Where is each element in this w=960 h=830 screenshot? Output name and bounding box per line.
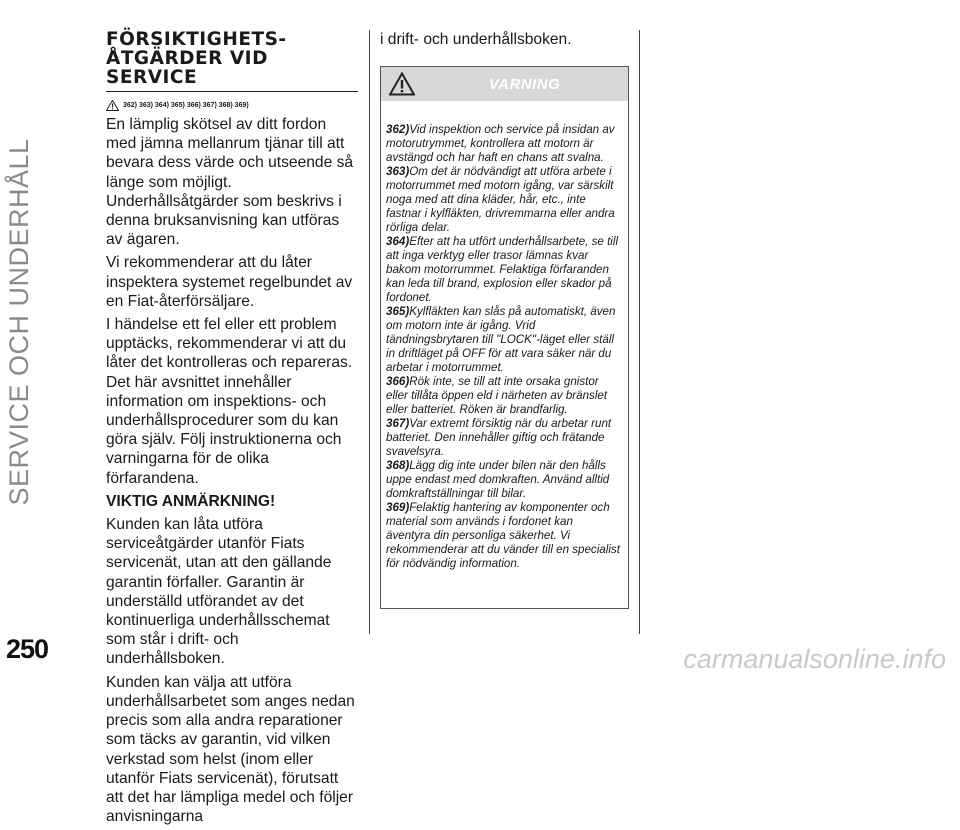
continuation-text: i drift- och underhållsboken. xyxy=(380,31,572,48)
heading-line-3: SERVICE xyxy=(106,67,198,88)
paragraph: En lämplig skötsel av ditt fordon med jämna mellanrum tjänar till att bevara dess värde och utseende så länge som möjligt. Underhållsåtgärder som beskrivs i denna bruksanvisning kan utföras av ägaren. xyxy=(106,116,354,249)
heading-line-1: FÖRSIKTIGHETS- xyxy=(106,29,287,50)
warning-item xyxy=(386,375,620,417)
warning-triangle-icon xyxy=(106,100,119,111)
warning-item-number: 362) xyxy=(386,123,410,136)
warning-item-number: 365) xyxy=(386,305,410,318)
page-number: 250 xyxy=(6,634,49,664)
warning-box xyxy=(380,66,629,609)
warning-item-text: Kylfläkten kan slås på automatiskt, även om motorn inte är igång. Vrid tändningsbrytaren till "LOCK"-läget eller ställ in driftläget på OFF för att vara säker när du arbetar i motorrummet. xyxy=(386,305,616,374)
warning-item xyxy=(386,165,620,235)
chapter-side-title-text: SERVICE OCH UNDERHÅLL xyxy=(4,138,34,506)
warning-item-text: Felaktig hantering av komponenter och material som används i fordonet kan äventyra din personliga säkerhet. Vi rekommenderar att du vänder till en specialist för nödvändig information. xyxy=(386,501,620,570)
warning-references xyxy=(106,100,358,111)
warning-item-text: Efter att ha utfört underhållsarbete, se till att inga verktyg eller trasor lämnas kvar bakom motorrummet. Felaktiga förfaranden kan leda till brand, explosion eller skador på fordonet. xyxy=(386,235,619,304)
paragraph: I händelse ett fel eller ett problem upptäcks, rekommenderar vi att du låter det kontrolleras och repareras. Det här avsnittet innehåller information om inspektions- och underhållsprocedurer som du kan göra själv. Följ instruktionerna och varningarna för de olika förfarandena. xyxy=(106,316,353,487)
warning-item-text: Var extremt försiktig när du arbetar runt batteriet. Den innehåller giftig och frätande svavelsyra. xyxy=(386,417,612,458)
warning-item-number: 364) xyxy=(386,235,410,248)
warning-item-text: Lägg dig inte under bilen när den hålls uppe endast med domkraften. Använd alltid domkraftställningar till bilar. xyxy=(386,459,610,500)
important-note-heading: VIKTIG ANMÄRKNING! xyxy=(106,492,276,510)
paragraph: Kunden kan låta utföra serviceåtgärder utanför Fiats servicenät, utan att den gällande garantin förfaller. Garantin är underställd utförandet av det kontinuerliga underhållsschemat som står i drift- och underhållsboken. xyxy=(106,516,332,668)
warning-item xyxy=(386,417,620,459)
warning-title: VARNING xyxy=(488,76,561,93)
warning-item-number: 366) xyxy=(386,375,410,388)
watermark: carmanualsonline.info xyxy=(683,644,946,674)
body-text xyxy=(106,115,358,826)
warning-item-number: 368) xyxy=(386,459,410,472)
warning-item xyxy=(386,305,620,375)
warning-triangle-icon xyxy=(389,72,415,96)
warning-item xyxy=(386,123,620,165)
warning-item-number: 363) xyxy=(386,165,410,178)
warning-item xyxy=(386,459,620,501)
column-divider xyxy=(369,30,370,634)
warning-item-number: 369) xyxy=(386,501,410,514)
main-column xyxy=(106,30,358,830)
warning-item-text: Vid inspektion och service på insidan av motorutrymmet, kontrollera att motorn är avstängd och har haft en chans att svalna. xyxy=(386,123,615,164)
warning-list xyxy=(381,101,628,571)
section-heading xyxy=(106,30,358,92)
column-divider xyxy=(639,30,640,634)
warning-item xyxy=(386,235,620,305)
warning-header xyxy=(381,67,628,101)
warning-item xyxy=(386,501,620,571)
heading-line-2: ÅTGÄRDER VID xyxy=(106,48,268,69)
second-column xyxy=(380,30,628,49)
paragraph: Vi rekommenderar att du låter inspektera systemet regelbundet av en Fiat-återförsäljare. xyxy=(106,254,353,310)
warning-item-text: Rök inte, se till att inte orsaka gnistor eller tillåta öppen eld i närheten av bränslet eller batteriet. Röken är brandfarlig. xyxy=(386,375,608,416)
paragraph: Kunden kan välja att utföra underhållsarbetet som anges nedan precis som alla andra reparationer som täcks av garantin, vid vilken verkstad som helst (inom eller utanför Fiats servicenät), förutsatt att det har lämpliga medel och följer anvisningarna xyxy=(106,673,355,826)
warning-item-text: Om det är nödvändigt att utföra arbete i motorrummet med motorn igång, var särskilt noga med att dina kläder, hår, etc., inte fastnar i kylfläkten, drivremmarna eller andra rörliga delar. xyxy=(386,165,615,234)
warning-item-number: 367) xyxy=(386,417,410,430)
references-text: 362) 363) 364) 365) 366) 367) 368) 369) xyxy=(123,102,249,109)
